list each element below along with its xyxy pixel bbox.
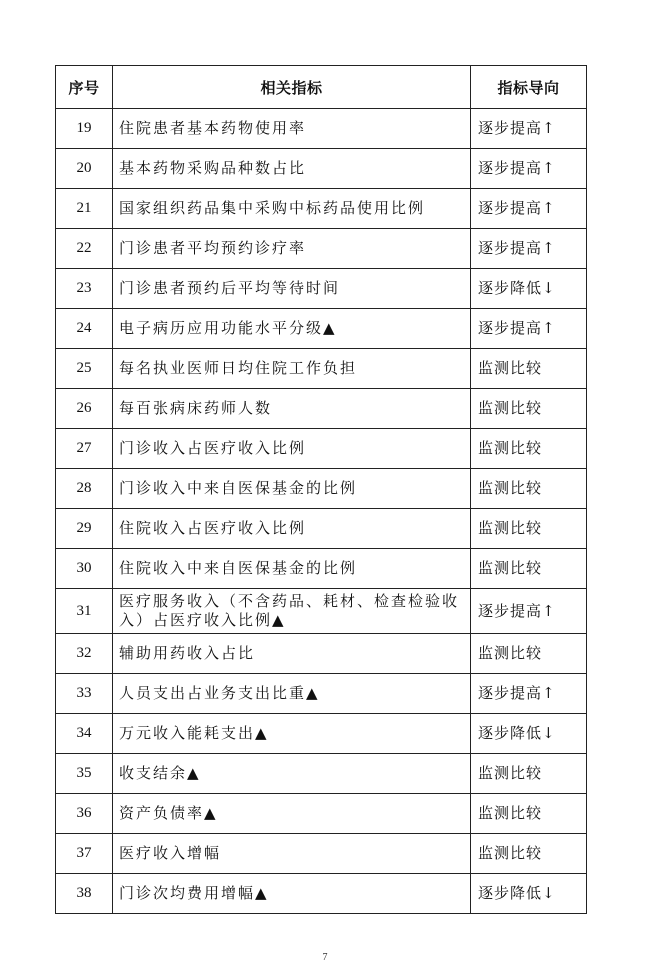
row-indicator: 医疗收入增幅 bbox=[113, 834, 471, 874]
row-direction: 逐步提高↑ bbox=[471, 309, 587, 349]
row-indicator: 人员支出占业务支出比重▲ bbox=[113, 674, 471, 714]
page-number: 7 bbox=[322, 952, 328, 963]
table-row bbox=[56, 589, 587, 634]
table-row bbox=[56, 109, 587, 149]
row-direction: 监测比较 bbox=[471, 794, 587, 834]
table-row bbox=[56, 834, 587, 874]
header-serial-number: 序号 bbox=[56, 66, 113, 109]
row-number: 21 bbox=[56, 189, 113, 229]
header-indicator-direction: 指标导向 bbox=[471, 66, 587, 109]
row-direction: 监测比较 bbox=[471, 549, 587, 589]
row-number: 19 bbox=[56, 109, 113, 149]
table-row bbox=[56, 269, 587, 309]
row-indicator: 住院收入占医疗收入比例 bbox=[113, 509, 471, 549]
row-indicator: 电子病历应用功能水平分级▲ bbox=[113, 309, 471, 349]
row-number: 24 bbox=[56, 309, 113, 349]
indicator-table bbox=[55, 65, 587, 914]
row-number: 20 bbox=[56, 149, 113, 189]
table-row bbox=[56, 149, 587, 189]
table-row bbox=[56, 674, 587, 714]
row-direction: 逐步提高↑ bbox=[471, 674, 587, 714]
row-indicator: 每百张病床药师人数 bbox=[113, 389, 471, 429]
row-indicator: 住院患者基本药物使用率 bbox=[113, 109, 471, 149]
row-indicator: 门诊次均费用增幅▲ bbox=[113, 874, 471, 914]
row-indicator: 医疗服务收入（不含药品、耗材、检查检验收入）占医疗收入比例▲ bbox=[113, 589, 471, 634]
row-number: 36 bbox=[56, 794, 113, 834]
row-direction: 监测比较 bbox=[471, 634, 587, 674]
row-number: 29 bbox=[56, 509, 113, 549]
row-indicator: 国家组织药品集中采购中标药品使用比例 bbox=[113, 189, 471, 229]
row-direction: 逐步提高↑ bbox=[471, 149, 587, 189]
row-number: 37 bbox=[56, 834, 113, 874]
row-indicator: 住院收入中来自医保基金的比例 bbox=[113, 549, 471, 589]
row-direction: 逐步提高↑ bbox=[471, 589, 587, 634]
row-number: 27 bbox=[56, 429, 113, 469]
row-direction: 监测比较 bbox=[471, 349, 587, 389]
table-row bbox=[56, 229, 587, 269]
row-number: 26 bbox=[56, 389, 113, 429]
row-direction: 逐步降低↓ bbox=[471, 269, 587, 309]
table-row bbox=[56, 469, 587, 509]
table-header-row bbox=[56, 66, 587, 109]
row-direction: 逐步提高↑ bbox=[471, 229, 587, 269]
row-direction: 监测比较 bbox=[471, 509, 587, 549]
row-number: 23 bbox=[56, 269, 113, 309]
table-row bbox=[56, 874, 587, 914]
row-number: 34 bbox=[56, 714, 113, 754]
table-row bbox=[56, 389, 587, 429]
row-direction: 逐步降低↓ bbox=[471, 714, 587, 754]
row-direction: 监测比较 bbox=[471, 469, 587, 509]
row-indicator: 每名执业医师日均住院工作负担 bbox=[113, 349, 471, 389]
table-body bbox=[56, 109, 587, 914]
table-row bbox=[56, 714, 587, 754]
row-number: 35 bbox=[56, 754, 113, 794]
row-direction: 监测比较 bbox=[471, 834, 587, 874]
table-row bbox=[56, 549, 587, 589]
table-row bbox=[56, 429, 587, 469]
row-number: 28 bbox=[56, 469, 113, 509]
row-indicator: 资产负债率▲ bbox=[113, 794, 471, 834]
table-row bbox=[56, 754, 587, 794]
row-indicator: 基本药物采购品种数占比 bbox=[113, 149, 471, 189]
row-direction: 监测比较 bbox=[471, 429, 587, 469]
table-row bbox=[56, 634, 587, 674]
header-related-indicator: 相关指标 bbox=[113, 66, 471, 109]
row-indicator: 辅助用药收入占比 bbox=[113, 634, 471, 674]
row-indicator: 门诊患者平均预约诊疗率 bbox=[113, 229, 471, 269]
row-direction: 逐步降低↓ bbox=[471, 874, 587, 914]
table-row bbox=[56, 309, 587, 349]
row-number: 31 bbox=[56, 589, 113, 634]
row-number: 33 bbox=[56, 674, 113, 714]
row-number: 30 bbox=[56, 549, 113, 589]
row-number: 22 bbox=[56, 229, 113, 269]
row-number: 25 bbox=[56, 349, 113, 389]
row-direction: 监测比较 bbox=[471, 389, 587, 429]
row-direction: 逐步提高↑ bbox=[471, 189, 587, 229]
row-indicator: 收支结余▲ bbox=[113, 754, 471, 794]
row-indicator: 门诊患者预约后平均等待时间 bbox=[113, 269, 471, 309]
row-number: 38 bbox=[56, 874, 113, 914]
row-number: 32 bbox=[56, 634, 113, 674]
row-indicator: 门诊收入占医疗收入比例 bbox=[113, 429, 471, 469]
table-row bbox=[56, 794, 587, 834]
table-row bbox=[56, 509, 587, 549]
row-direction: 逐步提高↑ bbox=[471, 109, 587, 149]
row-direction: 监测比较 bbox=[471, 754, 587, 794]
row-indicator: 门诊收入中来自医保基金的比例 bbox=[113, 469, 471, 509]
row-indicator: 万元收入能耗支出▲ bbox=[113, 714, 471, 754]
table-row bbox=[56, 189, 587, 229]
table-row bbox=[56, 349, 587, 389]
